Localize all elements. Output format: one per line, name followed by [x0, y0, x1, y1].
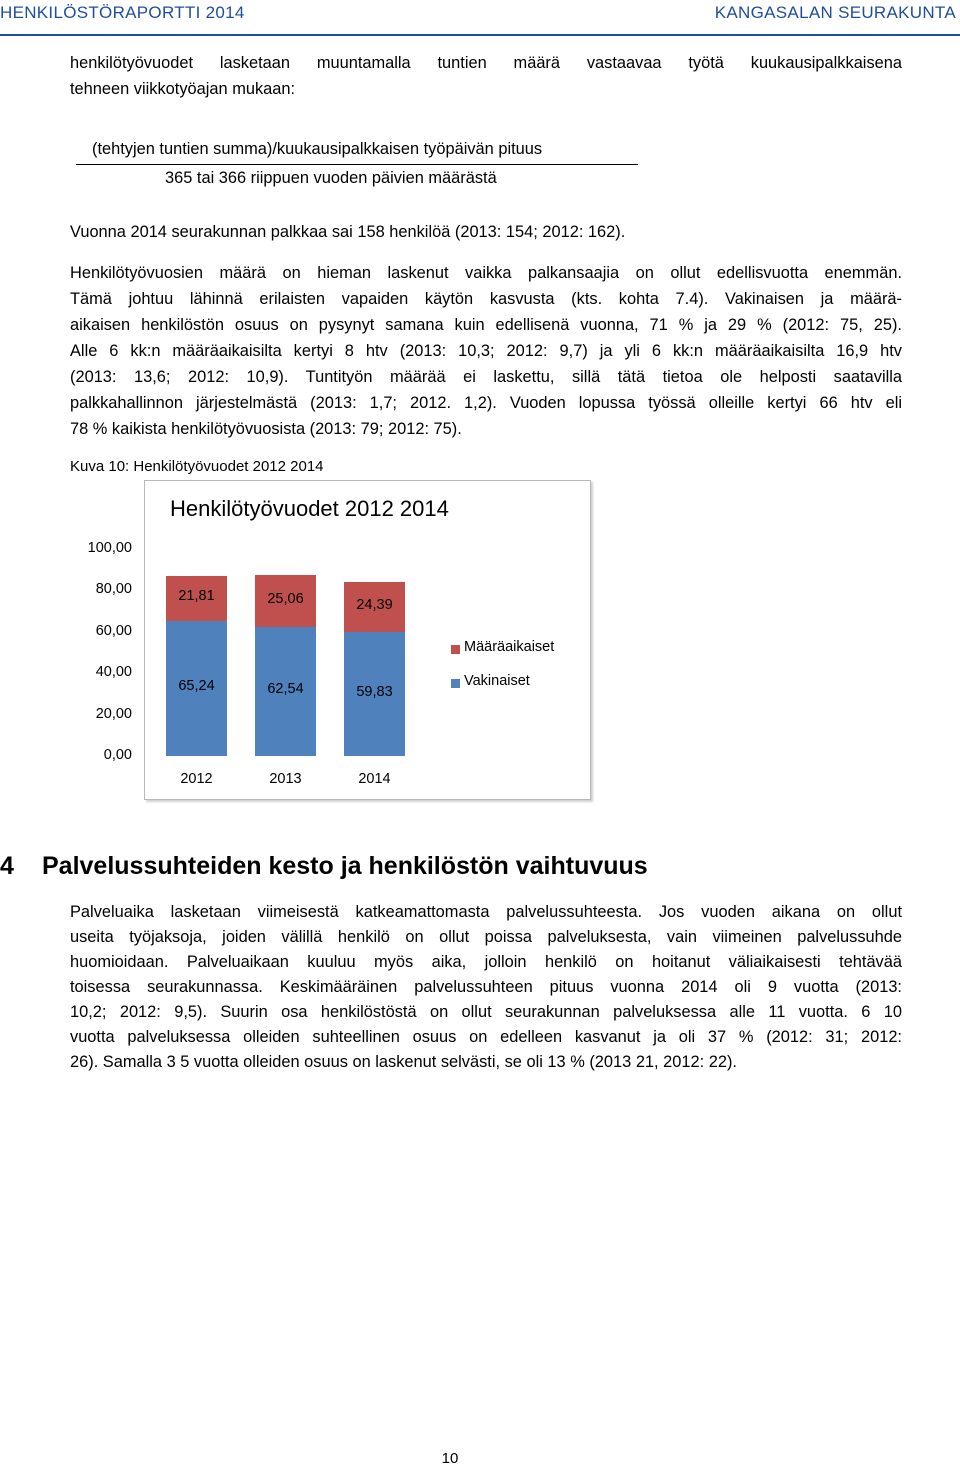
intro-line-1: henkilötyövuodet lasketaan muuntamalla tuntien määrä vastaavaa työtä kuukausipalkkaisena [70, 54, 902, 72]
legend-label: Määräaikaiset [464, 639, 555, 655]
section-title: Palvelussuhteiden kesto ja henkilöstön vaihtuvuus [42, 852, 648, 880]
x-tick-label: 2014 [358, 771, 391, 787]
legend-label: Vakinaiset [464, 673, 530, 689]
paragraph-line: vuotta palveluksessa olleiden suhteellinen osuus on edelleen kasvanut ja oli 37 % (2012: 31; 2012: [70, 1028, 902, 1046]
paragraph-line: Palveluaika lasketaan viimeisestä katkeamattomasta palvelussuhteesta. Jos vuoden aikana on ollut [70, 903, 902, 921]
paragraph-line: 26). Samalla 3 5 vuotta olleiden osuus on laskenut selvästi, se oli 13 % (2013 21, 2012: 22). [70, 1053, 737, 1071]
legend-swatch [451, 679, 460, 688]
data-label-maaraaikaiset: 25,06 [267, 590, 304, 607]
data-label-maaraaikaiset: 21,81 [178, 588, 215, 605]
y-tick-label: 80,00 [95, 581, 132, 598]
legend-swatch [451, 645, 460, 654]
paragraph-line: Tämä johtuu lähinnä erilaisten vapaiden käytön kasvusta (kts. kohta 7.4). Vakinaisen ja määrä- [70, 290, 902, 308]
paragraph-line: (2013: 13,6; 2012: 10,9). Tuntityön määrää ei laskettu, sillä tätä tietoa ole helposti saatavilla [70, 368, 902, 386]
paragraph-line: aikaisen henkilöstön osuus on pysynyt samana kuin edellisenä vuonna, 71 % ja 29 % (2012: 75, 25). [70, 316, 902, 334]
header-rule [0, 34, 960, 36]
y-tick-label: 20,00 [95, 705, 132, 722]
report-title: HENKILÖSTÖRAPORTTI 2014 [0, 3, 245, 22]
paragraph-staff-count: Vuonna 2014 seurakunnan palkkaa sai 158 henkilöä (2013: 154; 2012: 162). [70, 223, 626, 241]
paragraph-line: Henkilötyövuosien määrä on hieman laskenut vaikka palkansaajia on ollut edellisvuotta enemmän. [70, 264, 902, 282]
intro-line-2: tehneen viikkotyöajan mukaan: [70, 80, 296, 98]
paragraph-line: 10,2; 2012: 9,5). Suurin osa henkilöstöstä on ollut seurakunnan palveluksessa alle 11 vuotta. 6 10 [70, 1003, 902, 1021]
paragraph-line: palkkahallinnon järjestelmästä (2013: 1,7; 2012. 1,2). Vuoden lopussa työssä olleille kertyi 66 htv eli [70, 394, 902, 412]
paragraph-line: huomioidaan. Palveluaikaan kuuluu myös aika, jolloin henkilö on hoitanut väliaikaisesti tehtävää [70, 953, 902, 971]
paragraph-line: Alle 6 kk:n määräaikaisilta kertyi 8 htv (2013: 10,3; 2012: 9,7) ja yli 6 kk:n määräaikaisilta 16,9 htv [70, 342, 902, 360]
paragraph-line: toisessa seurakunnassa. Keskimääräinen palvelussuhteen pituus vuonna 2014 oli 9 vuotta (2013: [70, 978, 902, 996]
formula-numerator: (tehtyjen tuntien summa)/kuukausipalkkaisen työpäivän pituus [92, 140, 543, 158]
data-label-vakinaiset: 62,54 [267, 681, 304, 698]
paragraph-line: useita työjaksoja, joiden välillä henkilö on ollut poissa palveluksesta, vain viimeinen palvelussuhde [70, 928, 902, 946]
formula-fraction-bar [76, 164, 638, 165]
chart-title: Henkilötyövuodet 2012 2014 [170, 496, 449, 521]
section-number: 4 [0, 852, 14, 880]
y-tick-label: 60,00 [95, 622, 132, 639]
y-tick-label: 40,00 [95, 664, 132, 681]
y-tick-label: 100,00 [87, 540, 132, 556]
organization-name: KANGASALAN SEURAKUNTA [714, 3, 956, 22]
paragraph-line: 78 % kaikista henkilötyövuosista (2013: 79; 2012: 75). [70, 420, 462, 438]
x-tick-label: 2013 [269, 771, 302, 787]
data-label-vakinaiset: 65,24 [178, 678, 215, 695]
figure-caption: Kuva 10: Henkilötyövuodet 2012 2014 [70, 458, 324, 475]
formula-denominator: 365 tai 366 riippuen vuoden päivien määrästä [165, 169, 497, 187]
data-label-maaraaikaiset: 24,39 [356, 596, 393, 613]
x-tick-label: 2012 [180, 771, 213, 787]
y-tick-label: 0,00 [103, 747, 132, 763]
page-header [0, 0, 960, 38]
page-number: 10 [441, 1450, 459, 1467]
data-label-vakinaiset: 59,83 [356, 684, 393, 701]
